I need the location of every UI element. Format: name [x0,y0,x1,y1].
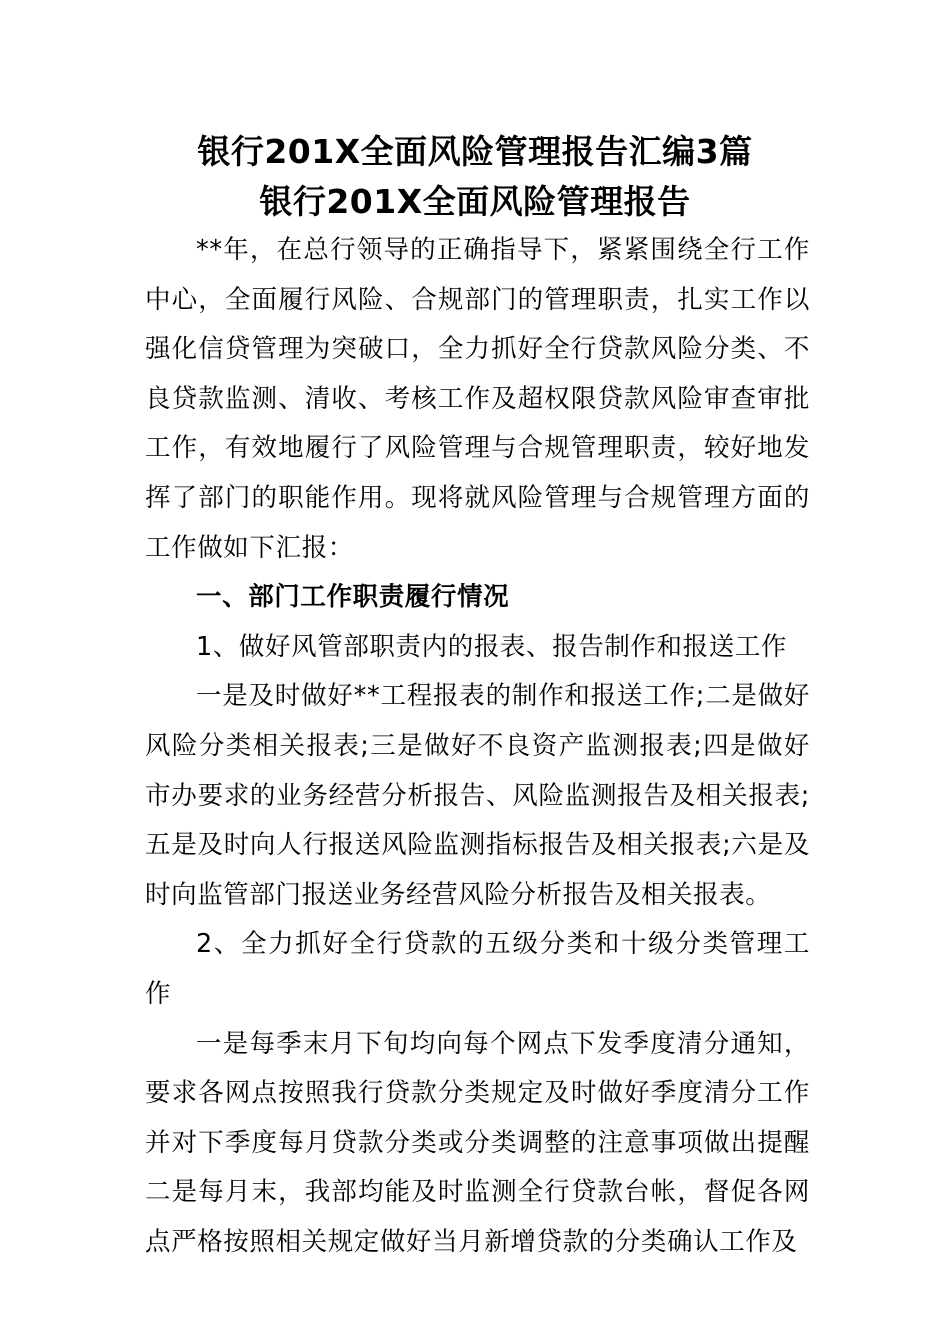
document-body [145,226,810,1267]
intro-paragraph: **年，在总行领导的正确指导下，紧紧围绕全行工作中心，全面履行风险、合规部门的管理职责，扎实工作以强化信贷管理为突破口，全力抓好全行贷款风险分类、不良贷款监测、清收、考核工作及超权限贷款风险审查审批工作，有效地履行了风险管理与合规管理职责，较好地发挥了部门的职能作用。现将就风险管理与合规管理方面的工作做如下汇报： [145,235,810,563]
document-subtitle: 银行201X全面风险管理报告 [259,182,691,221]
body-paragraph-1: 一是及时做好**工程报表的制作和报送工作;二是做好风险分类相关报表;三是做好不良资产监测报表;四是做好市办要求的业务经营分析报告、风险监测报告及相关报表;五是及时向人行报送风险监测指标报告及相关报表;六是及时向监管部门报送业务经营风险分析报告及相关报表。 [145,681,810,910]
section-heading: 一、部门工作职责履行情况 [196,582,510,613]
subsection-heading-1: 1、做好风管部职责内的报表、报告制作和报送工作 [196,631,788,662]
subsection-heading-2: 2、全力抓好全行贷款的五级分类和十级分类管理工作 [145,929,810,1009]
body-paragraph-2: 一是每季末月下旬均向每个网点下发季度清分通知，要求各网点按照我行贷款分类规定及时做好季度清分工作并对下季度每月贷款分类或分类调整的注意事项做出提醒二是每月末，我部均能及时监测全行贷款台帐，督促各网点严格按照相关规定做好当月新增贷款的分类确认工作及 [145,1028,810,1257]
document-title: 银行201X全面风险管理报告汇编3篇 [197,132,753,171]
